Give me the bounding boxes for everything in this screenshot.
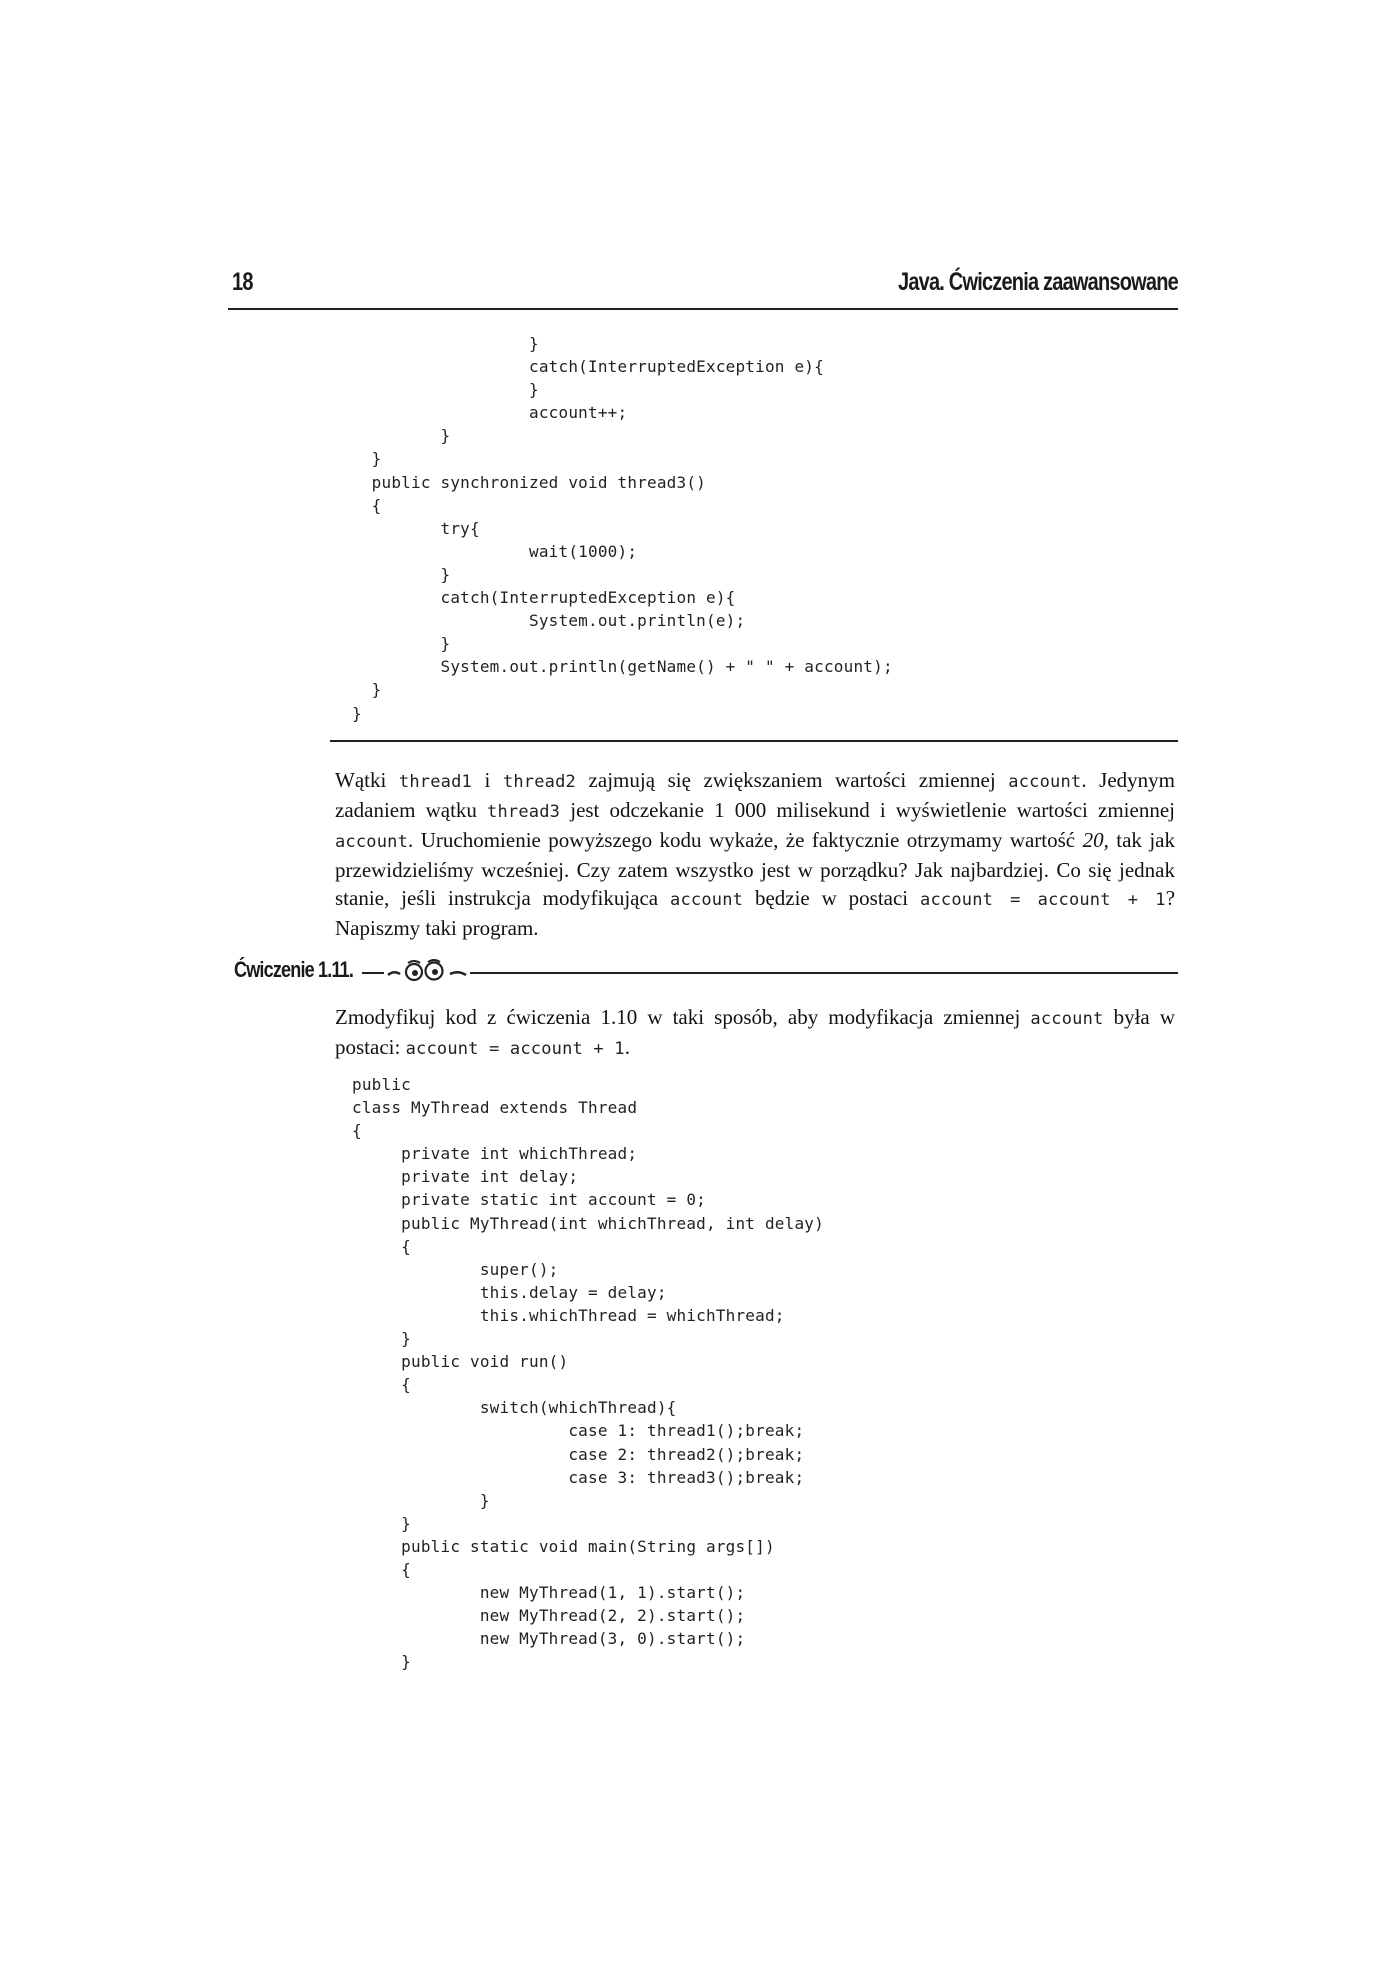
text-run: i — [471, 768, 503, 792]
inline-code: account — [335, 832, 409, 852]
code-line: case 3: thread3();break; — [352, 1467, 805, 1487]
code-line: new MyThread(1, 1).start(); — [352, 1583, 746, 1603]
code-line: public — [352, 1075, 411, 1094]
code-line: new MyThread(2, 2).start(); — [352, 1606, 746, 1626]
code-line: } — [352, 1329, 411, 1349]
code-line: super(); — [352, 1259, 559, 1279]
inline-code: thread2 — [502, 772, 576, 792]
text-run: będzie w postaci — [743, 886, 921, 910]
text-run: . — [624, 1035, 630, 1059]
two-eyes-difficulty-icon — [384, 955, 470, 985]
inline-code: account = account + 1 — [405, 1039, 625, 1059]
inline-code: account — [1030, 1009, 1104, 1029]
code-line: } — [352, 380, 539, 400]
code-line: catch(InterruptedException e){ — [352, 588, 736, 608]
code-line: case 2: thread2();break; — [352, 1444, 805, 1464]
code-line: public MyThread(int whichThread, int delay) — [352, 1213, 824, 1233]
code-line: this.whichThread = whichThread; — [352, 1305, 785, 1325]
code-line: wait(1000); — [352, 541, 638, 561]
code-line: } — [352, 1652, 411, 1672]
code-line: System.out.println(e); — [352, 611, 746, 631]
code-line: { — [352, 1121, 362, 1141]
inline-code: account — [1008, 772, 1082, 792]
text-run: była w postaci: — [335, 1005, 1175, 1059]
code-line: catch(InterruptedException e){ — [352, 357, 824, 377]
text-run: Zmodyfikuj kod z ćwiczenia 1.10 w taki sposób, aby modyfikacja zmiennej — [335, 1005, 1031, 1029]
code-line: { — [352, 1375, 411, 1395]
body-paragraph — [335, 766, 1175, 942]
inline-code: account — [670, 890, 744, 910]
text-run: , tak jak przewidzieliśmy wcześniej. Czy zatem wszystko jest w porządku? Jak najbardziej. Co się jednak stanie, jeśli instrukcja modyfikująca — [335, 828, 1175, 910]
inline-code: account = account + 1 — [920, 890, 1166, 910]
code-line: class MyThread extends Thread — [352, 1098, 638, 1118]
code-line: account++; — [352, 403, 628, 423]
exercise-instructions — [335, 1003, 1175, 1063]
code-line: } — [352, 1513, 411, 1533]
code-line: try{ — [352, 518, 480, 538]
code-line: { — [352, 1559, 411, 1579]
code-line: private static int account = 0; — [352, 1190, 706, 1210]
code-line: { — [352, 495, 382, 515]
italic-value: 20 — [1082, 828, 1104, 852]
code-line: switch(whichThread){ — [352, 1398, 677, 1418]
code-line: this.delay = delay; — [352, 1282, 667, 1302]
code-line: public void run() — [352, 1352, 569, 1372]
page-header — [228, 268, 1178, 310]
code-listing-bottom — [352, 1073, 824, 1673]
text-run: . Jedynym zadaniem wątku — [335, 768, 1175, 822]
inline-code: thread1 — [398, 772, 472, 792]
code-line: { — [352, 1236, 411, 1256]
running-title: Java. Ćwiczenia zaawansowane — [898, 268, 1178, 296]
exercise-heading-rule — [362, 972, 1178, 974]
text-run: zajmują się zwiększaniem wartości zmiennej — [575, 768, 1009, 792]
code-line: new MyThread(3, 0).start(); — [352, 1629, 746, 1649]
text-run: Wątki — [335, 768, 399, 792]
text-run: jest odczekanie 1 000 milisekund i wyświetlenie wartości zmiennej — [560, 798, 1175, 822]
code-line: private int whichThread; — [352, 1144, 638, 1164]
text-run: . Uruchomienie powyższego kodu wykaże, że faktycznie otrzymamy wartość — [408, 828, 1083, 852]
page-number: 18 — [232, 268, 253, 296]
code-listing-top — [352, 332, 893, 725]
code-line: } — [352, 334, 539, 353]
code-line: } — [352, 703, 362, 723]
code-line: case 1: thread1();break; — [352, 1421, 805, 1441]
code-line: } — [352, 449, 382, 469]
code-line: private int delay; — [352, 1167, 579, 1187]
code-line: System.out.println(getName() + " " + account); — [352, 657, 893, 677]
code-line: } — [352, 680, 382, 700]
code-line: } — [352, 426, 451, 446]
exercise-label: Ćwiczenie 1.11. — [234, 957, 354, 982]
code-line: } — [352, 564, 451, 584]
code-line: public synchronized void thread3() — [352, 472, 706, 492]
code-line: public static void main(String args[]) — [352, 1536, 775, 1556]
code-line: } — [352, 634, 451, 654]
inline-code: thread3 — [487, 802, 561, 822]
code-end-divider — [330, 740, 1178, 742]
text-run: ? Napiszmy taki program. — [335, 886, 1176, 940]
code-line: } — [352, 1490, 490, 1510]
exercise-heading — [234, 955, 1178, 991]
